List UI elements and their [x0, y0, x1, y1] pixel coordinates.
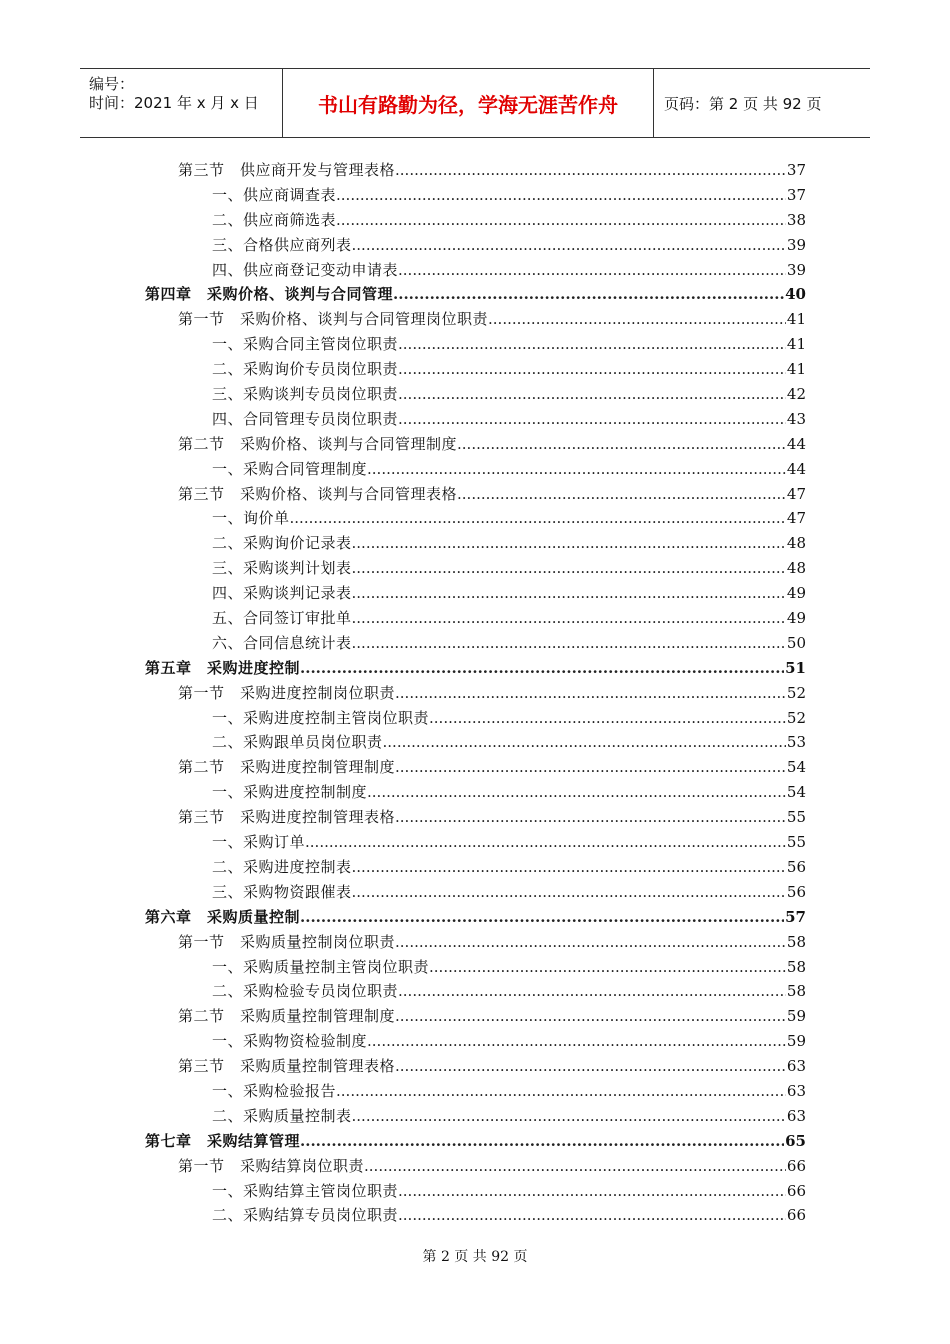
toc-entry-line: [212, 1203, 806, 1228]
toc-dot-leader: [336, 1079, 786, 1104]
toc-subsection-entry[interactable]: [0, 955, 950, 980]
toc-section-entry[interactable]: [0, 307, 950, 332]
toc-page-number: 54: [786, 783, 806, 802]
toc-entry-title: 一、询价单: [212, 509, 290, 528]
toc-dot-leader: [429, 706, 786, 731]
toc-page-number: 41: [786, 310, 806, 329]
toc-subsection-entry[interactable]: [0, 531, 950, 556]
toc-section-entry[interactable]: [0, 755, 950, 780]
toc-entry-line: [212, 880, 806, 905]
toc-chapter-entry[interactable]: [0, 1129, 950, 1154]
toc-chapter-entry[interactable]: [0, 656, 950, 681]
toc-chapter-entry[interactable]: [0, 282, 950, 307]
toc-entry-line: [212, 1179, 806, 1204]
toc-dot-leader: [352, 880, 786, 905]
toc-dot-leader: [352, 606, 786, 631]
toc-dot-leader: [352, 233, 786, 258]
toc-subsection-entry[interactable]: [0, 233, 950, 258]
toc-entry-line: [212, 332, 806, 357]
page-header: [80, 68, 870, 138]
toc-entry-line: [212, 1079, 806, 1104]
toc-subsection-entry[interactable]: [0, 1029, 950, 1054]
toc-entry-title: 五、合同签订审批单: [212, 609, 352, 628]
toc-entry-title: 二、供应商筛选表: [212, 210, 337, 229]
toc-dot-leader: [395, 1054, 786, 1079]
toc-dot-leader: [398, 979, 786, 1004]
toc-entry-title: 一、采购合同主管岗位职责: [212, 335, 399, 354]
toc-dot-leader: [457, 482, 786, 507]
toc-subsection-entry[interactable]: [0, 506, 950, 531]
toc-page-number: 39: [786, 260, 806, 279]
toc-page-number: 54: [786, 758, 806, 777]
toc-entry-line: [178, 805, 806, 830]
toc-entry-title: 一、采购进度控制制度: [212, 783, 368, 802]
toc-dot-leader: [367, 457, 786, 482]
toc-subsection-entry[interactable]: [0, 357, 950, 382]
toc-page-number: 50: [786, 633, 806, 652]
toc-page-number: 58: [786, 982, 806, 1001]
toc-chapter-entry[interactable]: [0, 905, 950, 930]
document-number-label: 编号：: [89, 75, 135, 93]
toc-page-number: 63: [786, 1057, 806, 1076]
toc-entry-line: [212, 780, 806, 805]
header-info-cell: [80, 69, 283, 137]
toc-dot-leader: [395, 158, 786, 183]
toc-entry-title: 二、采购质量控制表: [212, 1106, 352, 1125]
toc-entry-title: 一、采购进度控制主管岗位职责: [212, 708, 430, 727]
toc-subsection-entry[interactable]: [0, 332, 950, 357]
toc-entry-line: [178, 432, 806, 457]
toc-dot-leader: [367, 1029, 786, 1054]
toc-entry-title: 第五章 采购进度控制: [145, 658, 301, 677]
toc-dot-leader: [398, 1203, 786, 1228]
toc-section-entry[interactable]: [0, 1004, 950, 1029]
toc-subsection-entry[interactable]: [0, 556, 950, 581]
toc-dot-leader: [336, 208, 786, 233]
toc-page-number: 37: [786, 161, 806, 179]
toc-subsection-entry[interactable]: [0, 382, 950, 407]
toc-page-number: 41: [786, 360, 806, 379]
toc-dot-leader: [395, 1004, 786, 1029]
toc-section-entry[interactable]: [0, 1054, 950, 1079]
toc-page-number: 37: [786, 185, 806, 204]
toc-subsection-entry[interactable]: [0, 208, 950, 233]
document-time-label: 时间：2021 年 x 月 x 日: [89, 94, 259, 112]
toc-entry-title: 一、采购订单: [212, 833, 306, 852]
toc-entry-line: [178, 482, 806, 507]
toc-section-entry[interactable]: [0, 1154, 950, 1179]
toc-section-entry[interactable]: [0, 681, 950, 706]
toc-entry-title: 二、采购进度控制表: [212, 857, 352, 876]
toc-entry-title: 第一节 采购结算岗位职责: [178, 1156, 365, 1175]
toc-page-number: 47: [786, 484, 806, 503]
toc-entry-title: 四、合同管理专员岗位职责: [212, 409, 399, 428]
toc-entry-title: 一、采购合同管理制度: [212, 459, 368, 478]
toc-section-entry[interactable]: [0, 158, 950, 183]
toc-dot-leader: [395, 755, 786, 780]
header-page-indicator: 页码：第 2 页 共 92 页: [664, 94, 822, 113]
toc-section-entry[interactable]: [0, 482, 950, 507]
toc-page-number: 51: [785, 658, 806, 677]
toc-entry-title: 第七章 采购结算管理: [145, 1131, 301, 1150]
toc-subsection-entry[interactable]: [0, 258, 950, 283]
toc-page-number: 66: [786, 1156, 806, 1175]
toc-subsection-entry[interactable]: [0, 581, 950, 606]
toc-subsection-entry[interactable]: [0, 606, 950, 631]
toc-page-number: 59: [786, 1007, 806, 1026]
toc-entry-line: [178, 307, 806, 332]
toc-dot-leader: [336, 183, 786, 208]
toc-dot-leader: [429, 955, 786, 980]
toc-entry-title: 第三节 供应商开发与管理表格: [178, 161, 396, 179]
toc-entry-line: [212, 830, 806, 855]
toc-page-number: 66: [786, 1181, 806, 1200]
toc-entry-title: 三、采购物资跟催表: [212, 882, 352, 901]
toc-entry-line: [212, 506, 806, 531]
toc-entry-title: 四、采购谈判记录表: [212, 584, 352, 603]
toc-entry-title: 二、采购检验专员岗位职责: [212, 982, 399, 1001]
toc-entry-title: 第二节 采购质量控制管理制度: [178, 1007, 396, 1026]
toc-entry-title: 二、采购结算专员岗位职责: [212, 1206, 399, 1225]
toc-subsection-entry[interactable]: [0, 706, 950, 731]
toc-subsection-entry[interactable]: [0, 880, 950, 905]
toc-entry-title: 一、采购检验报告: [212, 1081, 337, 1100]
toc-entry-title: 第六章 采购质量控制: [145, 907, 301, 926]
toc-page-number: 44: [786, 459, 806, 478]
toc-entry-line: [212, 979, 806, 1004]
toc-entry-title: 第一节 采购质量控制岗位职责: [178, 932, 396, 951]
toc-entry-line: [178, 158, 806, 183]
toc-entry-line: [178, 1154, 806, 1179]
toc-dot-leader: [398, 357, 786, 382]
toc-entry-line: [212, 531, 806, 556]
toc-subsection-entry[interactable]: [0, 1079, 950, 1104]
toc-subsection-entry[interactable]: [0, 855, 950, 880]
toc-entry-title: 第三节 采购价格、谈判与合同管理表格: [178, 484, 458, 503]
toc-entry-line: [178, 930, 806, 955]
toc-page-number: 53: [786, 733, 806, 752]
toc-entry-title: 三、采购谈判专员岗位职责: [212, 385, 399, 404]
toc-subsection-entry[interactable]: [0, 780, 950, 805]
toc-page-number: 58: [786, 932, 806, 951]
toc-page-number: 63: [786, 1106, 806, 1125]
toc-dot-leader: [352, 1104, 786, 1129]
toc-entry-title: 一、采购物资检验制度: [212, 1032, 368, 1051]
toc-entry-title: 一、采购质量控制主管岗位职责: [212, 957, 430, 976]
toc-entry-title: 第四章 采购价格、谈判与合同管理: [145, 285, 394, 304]
toc-entry-line: [212, 183, 806, 208]
toc-dot-leader: [398, 407, 786, 432]
toc-entry-line: [212, 258, 806, 283]
toc-dot-leader: [364, 1154, 786, 1179]
toc-page-number: 48: [786, 534, 806, 553]
toc-entry-title: 第二节 采购进度控制管理制度: [178, 758, 396, 777]
toc-subsection-entry[interactable]: [0, 979, 950, 1004]
toc-dot-leader: [352, 855, 786, 880]
toc-page-number: 43: [786, 409, 806, 428]
toc-page-number: 66: [786, 1206, 806, 1225]
toc-subsection-entry[interactable]: [0, 730, 950, 755]
toc-dot-leader: [300, 656, 784, 681]
toc-dot-leader: [395, 681, 786, 706]
toc-dot-leader: [395, 805, 786, 830]
toc-dot-leader: [300, 905, 784, 930]
toc-entry-line: [212, 208, 806, 233]
toc-entry-line: [145, 1129, 806, 1154]
toc-page-number: 49: [786, 609, 806, 628]
toc-dot-leader: [290, 506, 786, 531]
toc-dot-leader: [352, 631, 786, 656]
toc-section-entry[interactable]: [0, 805, 950, 830]
toc-entry-line: [212, 1104, 806, 1129]
toc-entry-line: [212, 730, 806, 755]
toc-page-number: 44: [786, 434, 806, 453]
toc-page-number: 57: [785, 907, 806, 926]
toc-subsection-entry[interactable]: [0, 1104, 950, 1129]
toc-dot-leader: [398, 1179, 786, 1204]
toc-entry-title: 第二节 采购价格、谈判与合同管理制度: [178, 434, 458, 453]
toc-dot-leader: [352, 581, 786, 606]
toc-page-number: 63: [786, 1081, 806, 1100]
toc-page-number: 55: [786, 833, 806, 852]
toc-dot-leader: [305, 830, 786, 855]
toc-entry-title: 三、采购谈判计划表: [212, 559, 352, 578]
toc-entry-line: [145, 905, 806, 930]
toc-dot-leader: [398, 332, 786, 357]
toc-entry-title: 一、供应商调查表: [212, 185, 337, 204]
toc-page-number: 47: [786, 509, 806, 528]
toc-entry-line: [212, 606, 806, 631]
toc-dot-leader: [488, 307, 786, 332]
toc-page-number: 38: [786, 210, 806, 229]
toc-entry-line: [212, 382, 806, 407]
toc-entry-title: 二、采购询价专员岗位职责: [212, 360, 399, 379]
toc-dot-leader: [352, 531, 786, 556]
toc-page-number: 48: [786, 559, 806, 578]
toc-entry-line: [212, 457, 806, 482]
toc-entry-title: 六、合同信息统计表: [212, 633, 352, 652]
toc-entry-title: 第三节 采购质量控制管理表格: [178, 1057, 396, 1076]
toc-entry-line: [212, 706, 806, 731]
toc-page-number: 59: [786, 1032, 806, 1051]
page-footer: 第 2 页 共 92 页: [422, 1249, 528, 1265]
toc-entry-line: [145, 282, 806, 307]
toc-entry-line: [178, 1004, 806, 1029]
header-motto: 书山有路勤为径，学海无涯苦作舟: [283, 69, 654, 137]
table-of-contents: [0, 158, 950, 1228]
toc-entry-line: [212, 357, 806, 382]
toc-page-number: 56: [786, 882, 806, 901]
toc-dot-leader: [383, 730, 786, 755]
toc-entry-line: [178, 681, 806, 706]
toc-entry-title: 二、采购询价记录表: [212, 534, 352, 553]
toc-entry-line: [212, 233, 806, 258]
toc-entry-title: 第一节 采购价格、谈判与合同管理岗位职责: [178, 310, 489, 329]
toc-dot-leader: [395, 930, 786, 955]
toc-entry-line: [212, 1029, 806, 1054]
toc-page-number: 65: [785, 1131, 806, 1150]
toc-entry-line: [212, 556, 806, 581]
toc-entry-line: [145, 656, 806, 681]
toc-dot-leader: [367, 780, 786, 805]
toc-page-number: 52: [786, 683, 806, 702]
toc-section-entry[interactable]: [0, 432, 950, 457]
toc-subsection-entry[interactable]: [0, 457, 950, 482]
toc-entry-line: [212, 855, 806, 880]
toc-entry-title: 三、合格供应商列表: [212, 235, 352, 254]
toc-dot-leader: [352, 556, 786, 581]
toc-entry-line: [178, 1054, 806, 1079]
toc-dot-leader: [393, 282, 784, 307]
toc-dot-leader: [300, 1129, 784, 1154]
toc-page-number: 41: [786, 335, 806, 354]
toc-entry-line: [178, 755, 806, 780]
toc-subsection-entry[interactable]: [0, 1203, 950, 1228]
toc-entry-line: [212, 955, 806, 980]
toc-subsection-entry[interactable]: [0, 1179, 950, 1204]
toc-page-number: 42: [786, 385, 806, 404]
toc-section-entry[interactable]: [0, 930, 950, 955]
toc-page-number: 58: [786, 957, 806, 976]
toc-dot-leader: [457, 432, 786, 457]
toc-subsection-entry[interactable]: [0, 407, 950, 432]
toc-page-number: 40: [785, 285, 806, 304]
toc-entry-line: [212, 407, 806, 432]
toc-dot-leader: [398, 382, 786, 407]
toc-page-number: 52: [786, 708, 806, 727]
toc-entry-line: [212, 581, 806, 606]
toc-subsection-entry[interactable]: [0, 830, 950, 855]
toc-dot-leader: [398, 258, 786, 283]
toc-entry-title: 一、采购结算主管岗位职责: [212, 1181, 399, 1200]
toc-subsection-entry[interactable]: [0, 631, 950, 656]
toc-entry-title: 四、供应商登记变动申请表: [212, 260, 399, 279]
toc-entry-title: 第一节 采购进度控制岗位职责: [178, 683, 396, 702]
toc-page-number: 56: [786, 857, 806, 876]
toc-page-number: 49: [786, 584, 806, 603]
toc-entry-title: 二、采购跟单员岗位职责: [212, 733, 383, 752]
toc-entry-title: 第三节 采购进度控制管理表格: [178, 808, 396, 827]
toc-page-number: 39: [786, 235, 806, 254]
toc-subsection-entry[interactable]: [0, 183, 950, 208]
toc-entry-line: [212, 631, 806, 656]
toc-page-number: 55: [786, 808, 806, 827]
